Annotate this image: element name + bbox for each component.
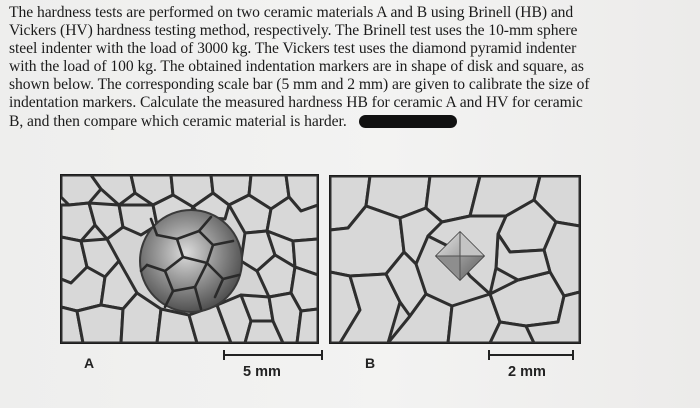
micrograph-a [60,174,319,344]
scale-bar-2mm [488,350,574,386]
problem-statement [9,4,693,131]
redaction-mark [359,115,457,128]
micrograph-b-svg [330,176,580,343]
scale-bar-label: 2 mm [508,364,546,380]
micrograph-b [329,175,581,344]
micrograph-a-svg [61,175,318,343]
scale-bar-5mm [223,350,323,386]
figure-a-label: A [84,355,95,371]
problem-line: The hardness tests are performed on two ceramic materials A and B using Brinell (HB) and [9,4,574,21]
brinell-indent-disk [140,210,242,312]
figure-b-label: B [365,355,376,371]
problem-line: indentation markers. Calculate the measured hardness HB for ceramic A and HV for ceramic [9,94,583,112]
problem-line-last: B, and then compare which ceramic material is harder. [9,113,693,131]
problem-line: shown below. The corresponding scale bar (5 mm and 2 mm) are given to calibrate the size of [9,76,590,94]
problem-line: steel indenter with the load of 3000 kg. The Vickers test uses the diamond pyramid indenter [9,40,577,58]
scale-bar-label: 5 mm [243,364,281,380]
problem-line: with the load of 100 kg. The obtained indentation markers are in shape of disk and square, as [9,58,584,76]
problem-line: Vickers (HV) hardness testing method, respectively. The Brinell test uses the 10-mm sphere [9,22,578,40]
